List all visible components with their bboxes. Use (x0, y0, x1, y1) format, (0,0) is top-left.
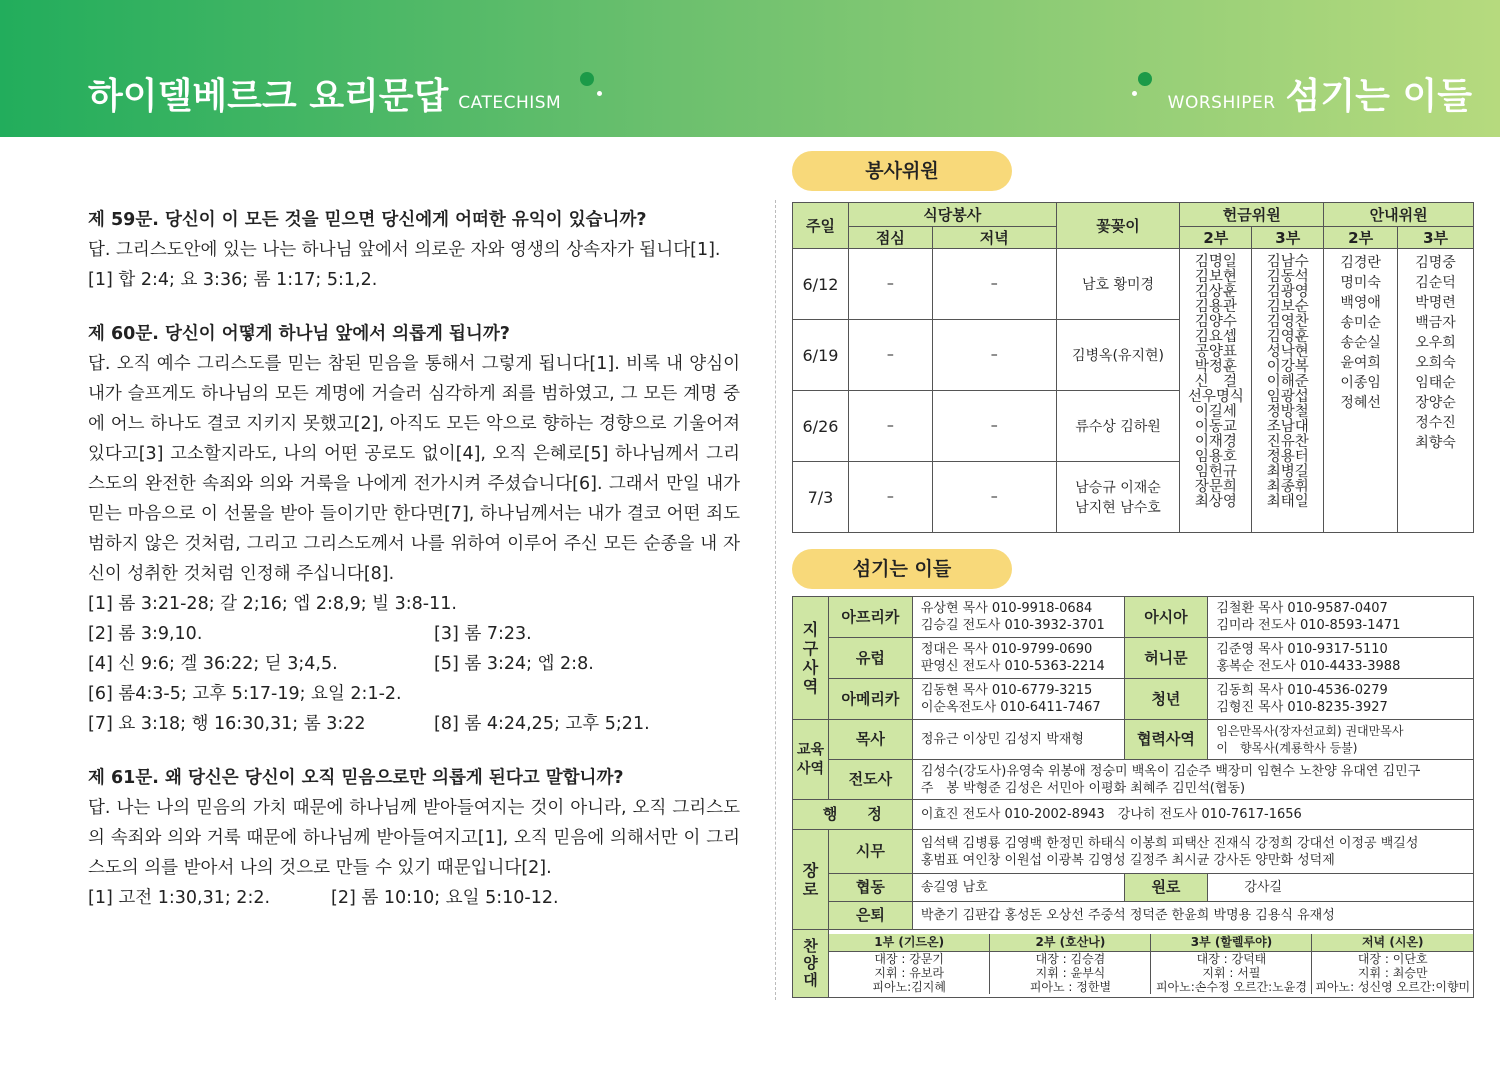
offering-3-names: 김남수 김동석 김광영 김보순 김영찬 김영훈 성낙현 이강복 이해준 임광섭 정방철 조남대 진유찬 정용터 최병길 최종휘 최태일 (1252, 249, 1324, 533)
decor-dot-icon (580, 72, 594, 86)
choir-2-staff: 대장 : 김승겸 지휘 : 윤부식 피아노 : 정한별 (990, 951, 1151, 994)
choir-3-name: 3부 (할렐루야) (1151, 934, 1312, 952)
region-group-label: 지 구 사 역 (793, 597, 829, 720)
active-elder-label: 시무 (828, 830, 912, 874)
ref-60-2: [2] 롬 3:9,10. (88, 624, 203, 644)
column-divider (775, 200, 776, 1000)
active-elder-names: 임석택 김병룡 김영백 한정민 하태식 이봉희 피택산 진재식 강정희 강대선 이정공 백길성 홍범표 여인창 이원섭 이광복 김영성 길정주 최시균 강사돈 양만화 성덕제 (912, 830, 1473, 874)
row-dinner: – (932, 462, 1056, 533)
row-date: 7/3 (793, 462, 849, 533)
decor-dot-small-icon (1132, 91, 1137, 96)
america-label: 아메리카 (828, 679, 912, 720)
assoc-elder-label: 협동 (828, 874, 912, 902)
choir-4-name: 저녁 (시온) (1312, 934, 1473, 952)
col-meal: 식당봉사 (848, 203, 1056, 227)
evangelist-names: 김성수(강도사)유영숙 위봉애 정숭미 백옥이 김순주 백장미 임현수 노찬양 유대연 김민구 주 봉 박형준 김성은 서민아 이평화 최혜주 김민석(협동) (912, 760, 1473, 800)
answer-60: 답. 오직 예수 그리스도를 믿는 참된 믿음을 통해서 그렇게 됩니다[1]. 비록 내 양심이 내가 슬프게도 하나님의 모든 계명에 거슬러 심각하게 죄를 범하였고, 그 모든 계명 중에 어느 하나도 결코 지키지 못했고[2], 아직도 모든 악으로 향하는 경향으로 기울어져 있다고[3] 고소할지라도, 나의 어떤 공로도 없이[4], 오직 은혜로[5] 하나님께서 그리스도의 완전한 속죄와 의와 거룩을 나에게 전가시켜 주셨습니다[6]. 그래서 만일 내가 믿는 마음으로 이 선물을 받아 들이기만 한다면[7], 하나님께서는 내가 결코 어떤 죄도 범하지 않은 것처럼, 그리고 그리스도께서 나를 위하여 이루어 주신 모든 순종을 내 자신이 성취한 것처럼 인정해 주십니다[8]. (88, 354, 740, 584)
admin-contacts: 이효진 전도사 010-2002-8943 강나히 전도사 010-7617-1656 (912, 800, 1473, 830)
emeritus-elder-names: 강사길 (1208, 874, 1474, 902)
pastor-label: 목사 (828, 720, 912, 760)
choir-group-label: 찬 양 대 (793, 930, 829, 998)
youth-label: 청년 (1124, 679, 1208, 720)
usher-2-names: 김경란 명미숙 백영애 송미순 송순실 윤여희 이종임 정혜선 (1324, 249, 1398, 533)
answer-61: 답. 나는 나의 믿음의 가치 때문에 하나님께 받아들여지는 것이 아니라, 오직 그리스도의 속죄와 의와 거룩 때문에 하나님께 받아들여지고[1], 오직 믿음에 의해서만 이 그리스도의 의를 받아서 나의 것으로 만들 수 있기 때문입니다[2]. (88, 798, 740, 878)
choir-3-staff: 대장 : 강덕태 지휘 : 서필 피아노:손수정 오르간:노윤경 (1151, 951, 1312, 994)
col-flowers: 꽃꽂이 (1056, 203, 1180, 249)
emeritus-elder-label: 원로 (1124, 874, 1208, 902)
ref-60-3: [3] 롬 7:23. (434, 624, 532, 644)
question-59: 제 59문. 당신이 이 모든 것을 믿으면 당신에게 어떠한 유익이 있습니까? (88, 210, 647, 230)
admin-label: 행 정 (793, 800, 913, 830)
col-dinner: 저녁 (932, 227, 1056, 249)
choir-2-name: 2부 (호산나) (990, 934, 1151, 952)
servants-section-title: 섬기는 이들 (792, 549, 1012, 589)
elder-group-label: 장 로 (793, 830, 829, 930)
ref-60-row-5 (88, 709, 740, 739)
col-usher: 안내위원 (1324, 203, 1474, 227)
row-flowers: 남호 황미경 (1056, 249, 1180, 320)
ref-61-row (88, 883, 740, 913)
choir-4-staff: 대장 : 이단호 지휘 : 최승만 피아노: 성신영 오르간:이향미 (1312, 951, 1473, 994)
youth-contacts: 김동희 목사 010-4536-0279 김형진 목사 010-8235-3927 (1208, 679, 1474, 720)
row-lunch: – (848, 462, 932, 533)
question-61: 제 61문. 왜 당신은 당신이 오직 믿음으로만 의롭게 된다고 말합니까? (88, 768, 624, 788)
row-lunch: – (848, 320, 932, 391)
volunteers-table (792, 202, 1474, 533)
retired-elder-names: 박춘기 김판갑 홍성돈 오상선 주중석 정덕준 한윤희 박명용 김용식 유재성 (912, 902, 1473, 930)
col-offering-2: 2부 (1180, 227, 1252, 249)
col-usher-2: 2부 (1324, 227, 1398, 249)
usher-3-names: 김명중 김순덕 박명련 백금자 오우희 오희숙 임태순 장양순 정수진 최향숙 (1398, 249, 1474, 533)
coop-names: 임은만목사(장자선교회) 권대만목사 이 향목사(계룡학사 등불) (1208, 720, 1474, 760)
row-flowers: 류수상 김하원 (1056, 391, 1180, 462)
row-flowers: 김병옥(유지현) (1056, 320, 1180, 391)
col-offering-3: 3부 (1252, 227, 1324, 249)
africa-label: 아프리카 (828, 597, 912, 638)
america-contacts: 김동현 목사 010-6779-3215 이순옥전도사 010-6411-7467 (912, 679, 1124, 720)
refs-59: [1] 합 2:4; 요 3:36; 롬 1:17; 5:1,2. (88, 270, 378, 290)
worshiper-title-text: 섬기는 이들 (1285, 76, 1472, 117)
page-header (0, 0, 1500, 137)
worshiper-title-eng: WORSHIPER (1167, 93, 1276, 113)
catechism-title-text: 하이델베르크 요리문답 (88, 76, 449, 117)
ref-60-8: [8] 롬 4:24,25; 고후 5;21. (434, 714, 650, 734)
assoc-elder-names: 송길영 남호 (912, 874, 1124, 902)
hunimun-contacts: 김준영 목사 010-9317-5110 홍복순 전도사 010-4433-3988 (1208, 638, 1474, 679)
row-lunch: – (848, 249, 932, 320)
catechism-title (88, 68, 561, 119)
africa-contacts: 유상현 목사 010-9918-0684 김승길 전도사 010-3932-3701 (912, 597, 1124, 638)
asia-label: 아시아 (1124, 597, 1208, 638)
row-date: 6/12 (793, 249, 849, 320)
ref-60-4: [4] 신 9:6; 겔 36:22; 딛 3;4,5. (88, 654, 338, 674)
retired-elder-label: 은퇴 (828, 902, 912, 930)
col-offering: 헌금위원 (1180, 203, 1324, 227)
europe-contacts: 정대은 목사 010-9799-0690 판영신 전도사 010-5363-2214 (912, 638, 1124, 679)
volunteers-section-title: 봉사위원 (792, 151, 1012, 191)
ref-60-7: [7] 요 3:18; 행 16:30,31; 롬 3:22 (88, 714, 366, 734)
row-date: 6/19 (793, 320, 849, 391)
pastor-names: 정유근 이상민 김성지 박재형 (912, 720, 1124, 760)
catechism-body (88, 205, 740, 913)
hunimun-label: 허니문 (1124, 638, 1208, 679)
ref-60-6: [6] 롬4:3-5; 고후 5:17-19; 요일 2:1-2. (88, 684, 402, 704)
col-lunch: 점심 (848, 227, 932, 249)
ref-60-row-3 (88, 649, 740, 679)
catechism-title-eng: CATECHISM (458, 93, 562, 113)
choir-cell (828, 930, 1473, 998)
offering-2-names: 김명일 김보현 김상훈 김용관 김양수 김요셉 공양표 박정훈 신 걸 선우명식 이길세 이동교 이재경 임용호 임헌규 장문희 최상영 (1180, 249, 1252, 533)
choir-1-name: 1부 (기드온) (829, 934, 990, 952)
edu-group-label: 교육 사역 (793, 720, 829, 800)
ref-61-1: [1] 고전 1:30,31; 2:2. (88, 888, 271, 908)
coop-label: 협력사역 (1124, 720, 1208, 760)
row-date: 6/26 (793, 391, 849, 462)
ref-61-2: [2] 롬 10:10; 요일 5:10-12. (331, 888, 559, 908)
choir-table (829, 934, 1473, 994)
row-dinner: – (932, 391, 1056, 462)
col-date: 주일 (793, 203, 849, 249)
row-flowers: 남승규 이재순 남지현 남수호 (1056, 462, 1180, 533)
evangelist-label: 전도사 (828, 760, 912, 800)
row-dinner: – (932, 249, 1056, 320)
worshiper-title (1168, 68, 1472, 119)
ref-60-row-2 (88, 619, 740, 649)
table-row (793, 249, 1474, 320)
col-usher-3: 3부 (1398, 227, 1474, 249)
europe-label: 유럽 (828, 638, 912, 679)
servants-table (792, 596, 1474, 998)
decor-dot-icon (1138, 72, 1152, 86)
choir-1-staff: 대장 : 강문기 지휘 : 유보라 피아노:김지혜 (829, 951, 990, 994)
question-60: 제 60문. 당신이 어떻게 하나님 앞에서 의롭게 됩니까? (88, 324, 510, 344)
asia-contacts: 김철환 목사 010-9587-0407 김미라 전도사 010-8593-1471 (1208, 597, 1474, 638)
row-dinner: – (932, 320, 1056, 391)
answer-59: 답. 그리스도안에 있는 나는 하나님 앞에서 의로운 자와 영생의 상속자가 됩니다[1]. (88, 240, 721, 260)
ref-60-1: [1] 롬 3:21-28; 갈 2;16; 엡 2:8,9; 빌 3:8-11. (88, 594, 457, 614)
decor-dot-small-icon (597, 91, 602, 96)
row-lunch: – (848, 391, 932, 462)
ref-60-5: [5] 롬 3:24; 엡 2:8. (434, 654, 594, 674)
